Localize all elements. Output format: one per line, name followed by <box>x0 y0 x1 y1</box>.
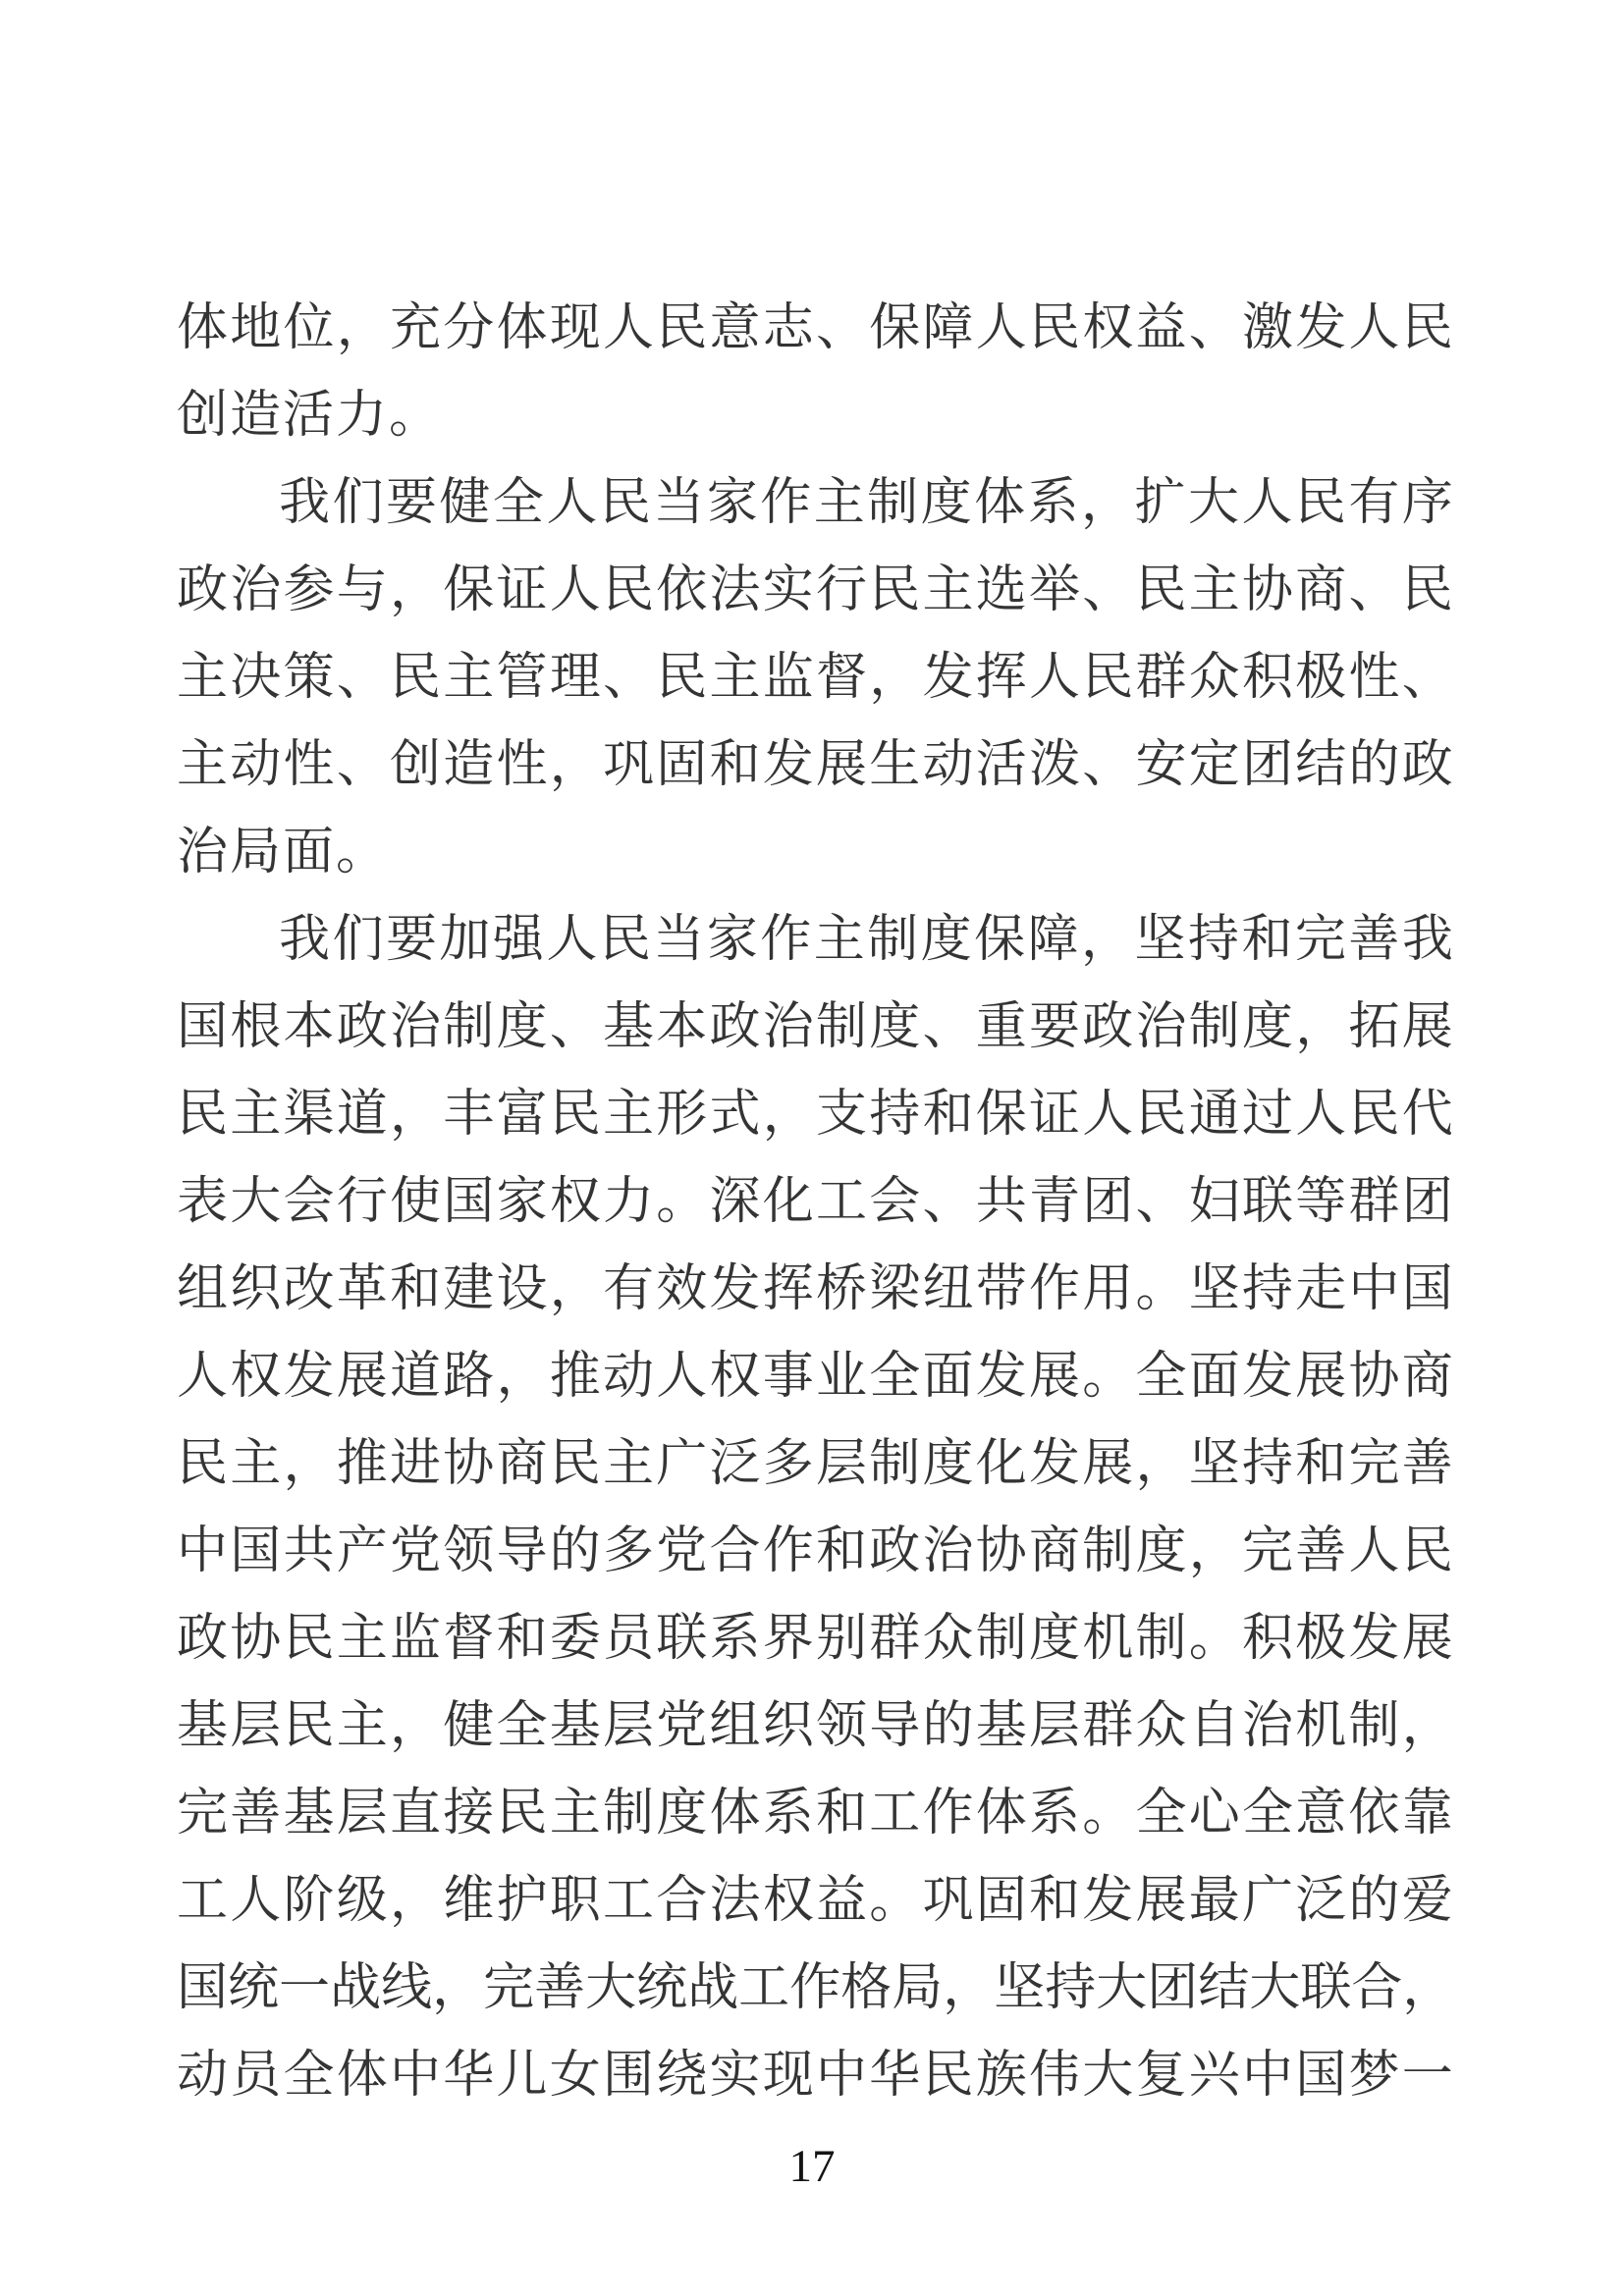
text-line: 民 主 渠 道 ， 丰 富 民 主 形 式 ， 支 持 和 保 证 人 民 通 过 人 民 代 <box>177 1087 1453 1143</box>
text-line: 体 地 位 ， 充 分 体 现 人 民 意 志 、 保 障 人 民 权 益 、 激 发 人 民 <box>177 300 1453 356</box>
text-line: 表 大 会 行 使 国 家 权 力 。 深 化 工 会 、 共 青 团 、 妇 联 等 群 团 <box>177 1174 1453 1230</box>
text-line: 政 协 民 主 监 督 和 委 员 联 系 界 别 群 众 制 度 机 制 。 积 极 发 展 <box>177 1611 1453 1667</box>
text-line: 我 们 要 健 全 人 民 当 家 作 主 制 度 体 系 ， 扩 大 人 民 有 序 <box>279 475 1453 531</box>
text-line: 完 善 基 层 直 接 民 主 制 度 体 系 和 工 作 体 系 。 全 心 全 意 依 靠 <box>177 1786 1453 1842</box>
paragraph <box>177 285 1453 459</box>
text-line: 治局面。 <box>177 825 390 881</box>
text-line: 主 决 策 、 民 主 管 理 、 民 主 监 督 ， 发 挥 人 民 群 众 积 极 性 、 <box>177 650 1453 706</box>
page-body <box>177 285 1453 2119</box>
text-line: 组 织 改 革 和 建 设 ， 有 效 发 挥 桥 梁 纽 带 作 用 。 坚 持 走 中 国 <box>177 1261 1453 1317</box>
text-line: 政 治 参 与 ， 保 证 人 民 依 法 实 行 民 主 选 举 、 民 主 协 商 、 民 <box>177 562 1453 618</box>
text-line: 民 主 ， 推 进 协 商 民 主 广 泛 多 层 制 度 化 发 展 ， 坚 持 和 完 善 <box>177 1436 1453 1492</box>
text-line: 国 统 一 战 线 ， 完 善 大 统 战 工 作 格 局 ， 坚 持 大 团 结 大 联 合 ， <box>177 1960 1454 2016</box>
page-number: 17 <box>788 2141 836 2192</box>
text-line: 创造活力。 <box>177 388 443 444</box>
text-line: 基 层 民 主 ， 健 全 基 层 党 组 织 领 导 的 基 层 群 众 自 治 机 制 ， <box>177 1698 1453 1754</box>
text-line: 我 们 要 加 强 人 民 当 家 作 主 制 度 保 障 ， 坚 持 和 完 善 我 <box>279 912 1453 968</box>
text-line: 主 动 性 、 创 造 性 ， 巩 固 和 发 展 生 动 活 泼 、 安 定 团 结 的 政 <box>177 737 1453 793</box>
text-line: 工 人 阶 级 ， 维 护 职 工 合 法 权 益 。 巩 固 和 发 展 最 广 泛 的 爱 <box>177 1873 1453 1929</box>
text-line: 国 根 本 政 治 制 度 、 基 本 政 治 制 度 、 重 要 政 治 制 度 ， 拓 展 <box>177 999 1453 1055</box>
text-line: 动 员 全 体 中 华 儿 女 围 绕 实 现 中 华 民 族 伟 大 复 兴 中 国 梦 一 <box>177 2048 1453 2104</box>
paragraph <box>177 459 1453 896</box>
text-line: 人 权 发 展 道 路 ， 推 动 人 权 事 业 全 面 发 展 。 全 面 发 展 协 商 <box>177 1349 1453 1405</box>
paragraph <box>177 896 1453 2119</box>
text-line: 中 国 共 产 党 领 导 的 多 党 合 作 和 政 治 协 商 制 度 ， 完 善 人 民 <box>177 1523 1453 1579</box>
